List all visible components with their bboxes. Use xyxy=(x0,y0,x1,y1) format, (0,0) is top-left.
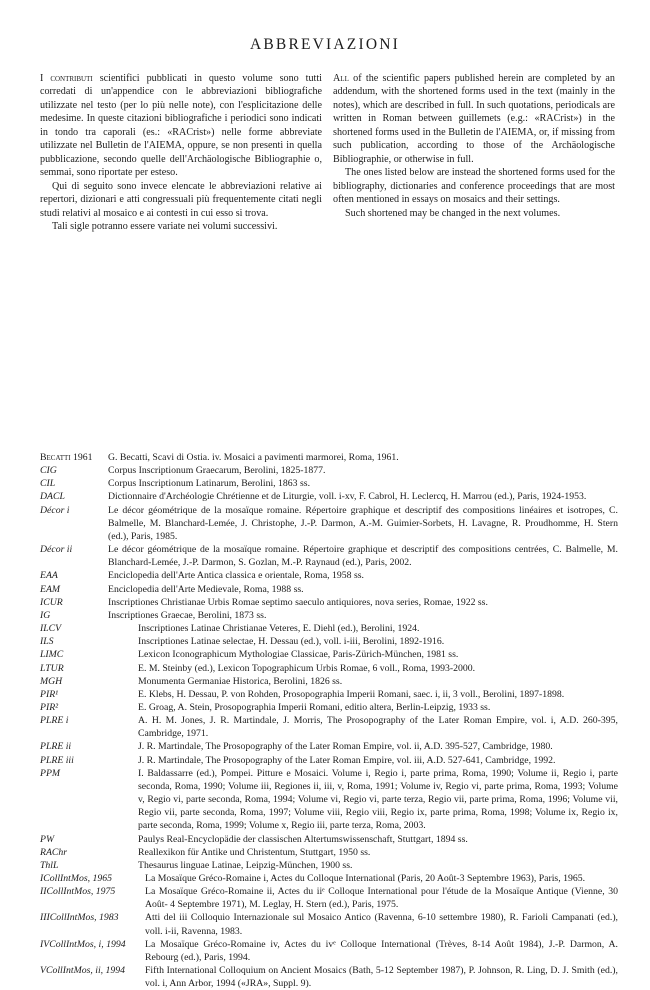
abbreviation-description: La Mosaïque Gréco-Romaine i, Actes du Colloque International (Paris, 20 Août-3 Septembre 1963), Paris, 1965. xyxy=(145,873,586,884)
intro-en-paragraph-3: Such shortened may be changed in the next volumes. xyxy=(345,207,561,219)
abbreviation-entry xyxy=(40,740,618,753)
abbreviation-description: Inscriptiones Latinae Christianae Veteres, E. Diehl (ed.), Berolini, 1924. xyxy=(138,623,420,635)
abbreviation-term: IICollIntMos, 1975 xyxy=(40,886,116,898)
abbreviation-description: Enciclopedia dell'Arte Antica classica e orientale, Roma, 1958 ss. xyxy=(108,570,364,582)
abbreviation-description: Le décor géométrique de la mosaïque romaine. Répertoire graphique et descriptif des compositions centrées, C. Balmelle, M. Blanchard-Lemée, J.-P. Darmon, S. Gozlan, M.-P. Raynaud (ed.), Paris, 2002. xyxy=(108,544,618,569)
abbreviation-description: Inscriptiones Graecae, Berolini, 1873 ss. xyxy=(108,609,267,621)
abbreviation-entry xyxy=(40,701,618,714)
abbreviation-term: Becatti 1961 xyxy=(40,452,93,463)
abbreviation-description: J. R. Martindale, The Prosopography of the Later Roman Empire, vol. ii, A.D. 395-527, Cambridge, 1980. xyxy=(138,741,553,753)
abbreviation-entry xyxy=(40,675,618,688)
abbreviation-term: LTUR xyxy=(40,662,64,674)
abbreviation-entry xyxy=(40,846,618,859)
intro-it-p1-text: scientifici pubblicati in questo volume sono tutti corredati di un'appendice con le abbreviazioni bibliografiche utilizzate nel testo (per lo più nelle note), con l'esplicitazione delle medesime. In queste citazioni bibliografiche i periodici sono indicati in tondo tra caporali (es.: «RACrist») nelle forme abbreviate utilizzate nel Bulletin de l'AIEMA, oppure, se non presenti in quella pubblicazione, secondo quelle dell'Archäologische Bibliographie o, semmai, sono riportate per esteso. xyxy=(40,73,322,179)
abbreviation-term: LIMC xyxy=(40,649,64,661)
abbreviation-term: EAA xyxy=(40,570,58,582)
abbreviation-description: Atti del iii Colloquio Internazionale sul Mosaico Antico (Ravenna, 6-10 settembre 1980), R. Farioli Campanati (ed.), voll. i-ii, Ravenna, 1983. xyxy=(145,912,618,937)
abbreviation-entry xyxy=(40,872,618,885)
intro-it-paragraph-3: Tali sigle potranno essere variate nei volumi successivi. xyxy=(52,220,278,232)
abbreviation-description: E. Klebs, H. Dessau, P. von Rohden, Prosopographia Imperii Romani, saec. i, ii, 3 voll., Berolini, 1897-1898. xyxy=(138,688,565,700)
abbreviation-entry xyxy=(40,504,618,543)
abbreviation-term: PLRE iii xyxy=(40,754,74,766)
abbreviation-entry xyxy=(40,833,618,846)
intro-it-paragraph-1 xyxy=(40,72,322,180)
abbreviation-term: CIL xyxy=(40,478,56,490)
abbreviation-entry xyxy=(40,662,618,675)
abbreviation-term: Décor ii xyxy=(40,544,73,556)
abbreviation-description: Enciclopedia dell'Arte Medievale, Roma, 1988 ss. xyxy=(108,583,304,595)
intro-en-paragraph-1 xyxy=(333,72,615,166)
abbreviation-term: EAM xyxy=(40,583,61,595)
abbreviation-entry xyxy=(40,859,618,872)
abbreviation-description: Reallexikon für Antike und Christentum, Stuttgart, 1950 ss. xyxy=(138,846,371,858)
abbreviation-description: Corpus Inscriptionum Latinarum, Berolini, 1863 ss. xyxy=(108,478,311,490)
abbreviation-entry xyxy=(40,596,618,609)
abbreviation-term: ICUR xyxy=(40,596,63,608)
abbreviation-term: PLRE ii xyxy=(40,741,72,753)
abbreviation-description: Monumenta Germaniae Historica, Berolini, 1826 ss. xyxy=(138,675,343,687)
intro-en-paragraph-2: The ones listed below are instead the shortened forms used for the bibliography, dictionaries and conference proceedings that are most often mentioned in essays on mosaics and their settings. xyxy=(333,167,615,206)
abbreviation-description: Fifth International Colloquium on Ancient Mosaics (Bath, 5-12 September 1987), P. Johnson, R. Ling, D. J. Smith (ed.), vol. i, Ann Arbor, 1994 («JRA», Suppl. 9). xyxy=(145,965,618,990)
abbreviation-term: PPM xyxy=(40,767,61,779)
abbreviation-term: PIR¹ xyxy=(40,688,59,700)
abbreviation-description: E. Groag, A. Stein, Prosopographia Imperii Romani, editio altera, Berlin-Leipzig, 1933 ss. xyxy=(138,701,491,713)
abbreviation-term: ILS xyxy=(40,636,54,648)
abbreviation-description: Dictionnaire d'Archéologie Chrétienne et de Liturgie, voll. i-xv, F. Cabrol, H. Leclercq, H. Marrou (ed.), Paris, 1924-1953. xyxy=(108,491,587,503)
abbreviation-entry xyxy=(40,609,618,622)
page-title: ABBREVIAZIONI xyxy=(249,36,400,53)
abbreviation-entry xyxy=(40,477,618,490)
abbreviation-entry xyxy=(40,635,618,648)
abbreviation-description: Lexicon Iconographicum Mythologiae Classicae, Paris-Zürich-München, 1981 ss. xyxy=(138,649,459,661)
abbreviation-entry xyxy=(40,754,618,767)
abbreviation-description: A. H. M. Jones, J. R. Martindale, J. Morris, The Prosopography of the Later Roman Empire, vol. i, A.D. 260-395, Cambridge, 1971. xyxy=(138,715,618,740)
abbreviation-list xyxy=(40,451,618,990)
abbreviation-description: J. R. Martindale, The Prosopography of the Later Roman Empire, vol. iii, A.D. 527-641, Cambridge, 1992. xyxy=(138,754,556,766)
abbreviation-entry xyxy=(40,543,618,569)
abbreviation-entry xyxy=(40,622,618,635)
abbreviation-entry xyxy=(40,583,618,596)
abbreviation-description: G. Becatti, Scavi di Ostia. iv. Mosaici a pavimenti marmorei, Roma, 1961. xyxy=(108,452,399,463)
abbreviation-description: I. Baldassarre (ed.), Pompei. Pitture e Mosaici. Volume i, Regio i, parte prima, Roma, 1990; Volume ii, Regio i, parte seconda, Roma, 1990; Volume iii, Regiones ii, iii, v, Roma, 1991; Volume iv, Regio vi, parte prima, Roma, 1993; Volume v, Regio vi, parte seconda, Roma, 1994; Volume vi, Regio vi, parte terza, Regio vii, parte prima, Roma, 1996; Volume vii, Regio vii, parte seconda, Roma, 1997; Volume viii, Regio viii, Regio ix, parte prima, Roma, 1998; Volume ix, Regio ix, parte seconda, Roma, 1999; Volume x, Regio iii, parte terza, Roma, 2003. xyxy=(138,767,618,832)
intro-en-lead: All xyxy=(333,73,349,84)
abbreviation-entry xyxy=(40,490,618,503)
intro-en-p1-text: of the scientific papers published herein are completed by an addendum, with the shortened forms used in the text (mainly in the notes), which are described in full. In such quotations, periodicals are written in Roman between guillemets (e.g.: «RACrist») in the shortened forms used in the Bulletin de l'AIEMA, or, if missing from such publication, according to those of the Archäologische Bibliographie, or otherwise in full. xyxy=(333,73,615,165)
abbreviation-term: IG xyxy=(40,609,51,621)
abbreviation-entry xyxy=(40,688,618,701)
abbreviation-description: Inscriptiones Christianae Urbis Romae septimo saeculo antiquiores, nova series, Romae, 1922 ss. xyxy=(108,596,488,608)
abbreviation-term: PIR² xyxy=(40,701,59,713)
abbreviation-description: Inscriptiones Latinae selectae, H. Dessau (ed.), voll. i-iii, Berolini, 1892-1916. xyxy=(138,636,445,648)
abbreviation-description: E. M. Steinby (ed.), Lexicon Topographicum Urbis Romae, 6 voll., Roma, 1993-2000. xyxy=(138,662,476,674)
abbreviation-term: ThlL xyxy=(40,859,59,871)
abbreviation-description: Corpus Inscriptionum Graecarum, Berolini, 1825-1877. xyxy=(108,465,326,477)
abbreviation-description: La Mosaïque Gréco-Romaine ii, Actes du iiᵉ Colloque International pour l'étude de la Mosaïque Antique (Vienne, 30 Août- 4 Septembre 1971), M. Leglay, H. Stern (ed.), Paris, 1975. xyxy=(145,886,618,911)
abbreviation-term: PW xyxy=(40,833,55,845)
abbreviation-term: CIG xyxy=(40,465,57,477)
abbreviation-term: PLRE i xyxy=(40,715,69,727)
abbreviation-term: Décor i xyxy=(40,504,70,516)
abbreviation-entry xyxy=(40,569,618,582)
abbreviation-entry xyxy=(40,964,618,990)
abbreviation-entry xyxy=(40,648,618,661)
abbreviation-term: ICollIntMos, 1965 xyxy=(40,873,113,884)
intro-italian xyxy=(40,72,322,233)
abbreviation-entry xyxy=(40,885,618,911)
abbreviation-term: IIICollIntMos, 1983 xyxy=(40,912,119,924)
abbreviation-entry xyxy=(40,464,618,477)
abbreviation-description: Paulys Real-Encyclopädie der classischen Altertumswissenschaft, Stuttgart, 1894 ss. xyxy=(138,833,468,845)
abbreviation-entry xyxy=(40,767,618,833)
abbreviation-term: ILCV xyxy=(40,623,62,635)
abbreviation-entry xyxy=(40,714,618,740)
abbreviation-term: VCollIntMos, ii, 1994 xyxy=(40,965,126,977)
abbreviation-description: La Mosaïque Gréco-Romaine iv, Actes du ivᵉ Colloque International (Trèves, 8-14 Août 1984), J.-P. Darmon, A. Rebourg (ed.), Paris, 1994. xyxy=(145,938,618,963)
abbreviation-term: DACL xyxy=(40,491,65,503)
intro-english xyxy=(333,72,615,220)
abbreviation-entry xyxy=(40,451,618,464)
abbreviation-term: IVCollIntMos, i, 1994 xyxy=(40,938,126,950)
intro-it-paragraph-2: Qui di seguito sono invece elencate le abbreviazioni relative ai repertori, dizionari e atti congressuali più frequentemente citati negli studi relativi al mosaico e ai contesti in cui esso si trova. xyxy=(40,180,322,219)
abbreviation-entry xyxy=(40,911,618,937)
abbreviation-term: MGH xyxy=(40,675,63,687)
abbreviation-entry xyxy=(40,938,618,964)
abbreviation-description: Le décor géométrique de la mosaïque romaine. Répertoire graphique et descriptif des compositions linéaires et isotropes, C. Balmelle, M. Blanchard-Lemée, J. Christophe, J.-P. Darmon, A.-M. Guimier-Sorbets, H. Lavagne, R. Proudhomme, H. Stern (ed.), Paris, 1985. xyxy=(108,504,618,542)
intro-it-lead: I contributi xyxy=(40,73,93,84)
abbreviation-description: Thesaurus linguae Latinae, Leipzig-München, 1900 ss. xyxy=(138,859,353,871)
abbreviation-term: RAChr xyxy=(40,846,68,858)
